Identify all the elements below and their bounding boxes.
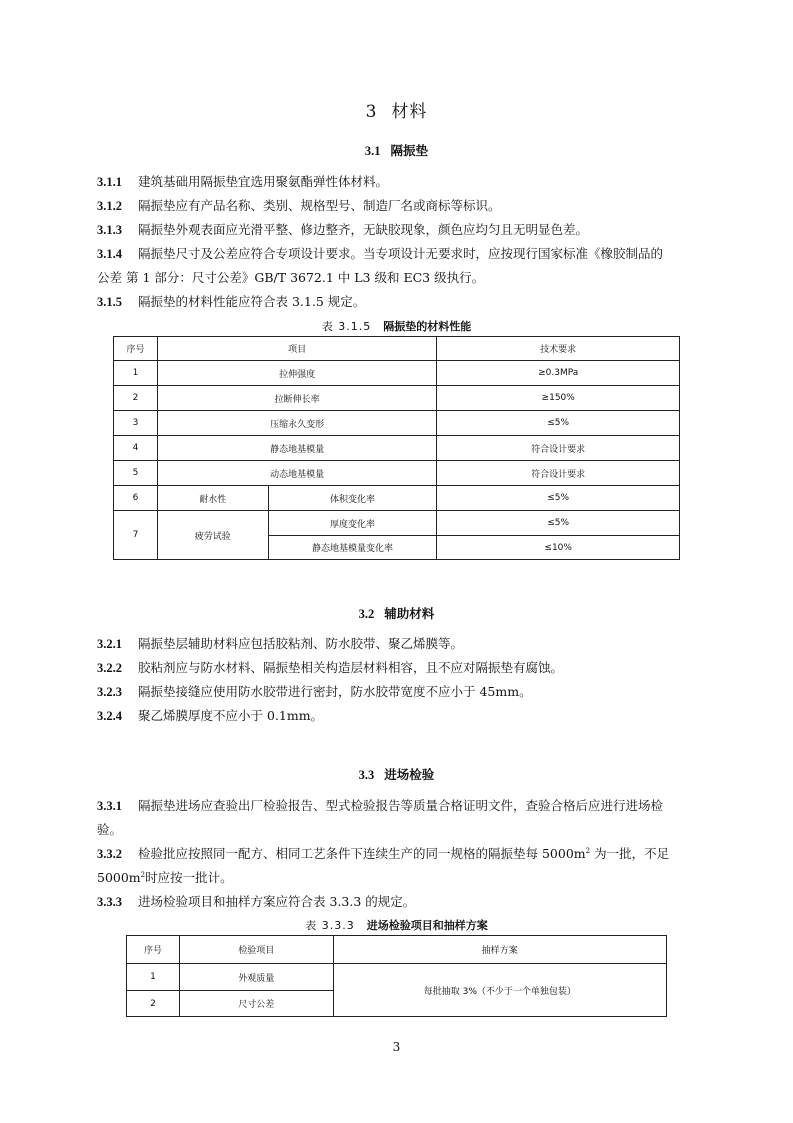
table-row bbox=[114, 411, 680, 436]
section-title-3-2 bbox=[0, 604, 793, 622]
clause-number: 3.1.4 bbox=[97, 247, 122, 261]
header-seq: 序号 bbox=[127, 936, 180, 964]
inspection-sampling-table bbox=[126, 935, 667, 1017]
cell-item: 厚度变化率 bbox=[268, 511, 437, 536]
superscript: 2 bbox=[140, 870, 146, 879]
table-title: 进场检验项目和抽样方案 bbox=[366, 919, 488, 932]
table-row bbox=[114, 436, 680, 461]
cell-requirement: ≥150% bbox=[437, 386, 680, 411]
cell-seq: 3 bbox=[114, 411, 158, 436]
cell-requirement: ≤10% bbox=[437, 536, 680, 560]
material-properties-table bbox=[113, 336, 680, 560]
cell-seq: 5 bbox=[114, 461, 158, 486]
table-header-row bbox=[127, 936, 667, 964]
clause-number: 3.1.5 bbox=[97, 295, 122, 309]
cell-item: 静态地基模量 bbox=[157, 436, 436, 461]
section-number: 3.2 bbox=[358, 607, 375, 621]
table-number: 表 3.1.5 bbox=[321, 320, 372, 333]
cell-item: 拉伸强度 bbox=[157, 361, 436, 386]
clause-text: 隔振垫的材料性能应符合表 3.1.5 规定。 bbox=[138, 294, 366, 309]
clause-number: 3.2.4 bbox=[97, 709, 122, 723]
cell-item: 动态地基模量 bbox=[157, 461, 436, 486]
cell-group: 耐水性 bbox=[157, 486, 268, 511]
cell-requirement: ≤5% bbox=[437, 511, 680, 536]
clause-text-line2a: 5000m bbox=[97, 870, 141, 885]
clause-text-line2: 验。 bbox=[97, 822, 123, 837]
section-name: 进场检验 bbox=[384, 767, 435, 782]
clause-3-2-3 bbox=[97, 680, 697, 704]
cell-requirement: 符合设计要求 bbox=[437, 436, 680, 461]
clause-3-3-1 bbox=[97, 794, 697, 842]
table-title: 隔振垫的材料性能 bbox=[383, 320, 472, 333]
section-title-3-1 bbox=[0, 141, 793, 159]
clause-text: 隔振垫接缝应使用防水胶带进行密封，防水胶带宽度不应小于 45mm。 bbox=[138, 684, 532, 699]
clause-number: 3.2.2 bbox=[97, 661, 122, 675]
clause-number: 3.2.1 bbox=[97, 637, 122, 651]
clause-number: 3.1.2 bbox=[97, 199, 122, 213]
section-title-3-3 bbox=[0, 765, 793, 783]
clause-3-1-2 bbox=[97, 194, 697, 218]
table-row bbox=[114, 511, 680, 536]
table-row bbox=[114, 361, 680, 386]
superscript: 2 bbox=[585, 846, 591, 855]
cell-seq: 6 bbox=[114, 486, 158, 511]
cell-requirement: ≤5% bbox=[437, 486, 680, 511]
clause-text: 建筑基础用隔振垫宜选用聚氨酯弹性体材料。 bbox=[138, 174, 389, 189]
cell-seq: 7 bbox=[114, 511, 158, 560]
cell-item: 静态地基模量变化率 bbox=[268, 536, 437, 560]
section-name: 辅助材料 bbox=[384, 606, 435, 621]
page-number: 3 bbox=[392, 1040, 401, 1054]
clause-3-2-4 bbox=[97, 704, 697, 728]
clause-text: 隔振垫应有产品名称、类别、规格型号、制造厂名或商标等标识。 bbox=[138, 198, 501, 213]
chapter-number: 3 bbox=[365, 102, 378, 122]
table-caption-3-3-3 bbox=[0, 917, 793, 933]
clause-text: 进场检验项目和抽样方案应符合表 3.3.3 的规定。 bbox=[138, 894, 416, 909]
clause-3-1-4 bbox=[97, 242, 697, 290]
clause-text-line1: 隔振垫尺寸及公差应符合专项设计要求。当专项设计无要求时，应按现行国家标准《橡胶制品的 bbox=[138, 246, 664, 261]
chapter-name: 材料 bbox=[391, 102, 428, 122]
table-header-row bbox=[114, 337, 680, 361]
table-row bbox=[127, 964, 667, 991]
clause-3-3-3 bbox=[97, 890, 697, 914]
clause-text: 胶粘剂应与防水材料、隔振垫相关构造层材料相容，且不应对隔振垫有腐蚀。 bbox=[138, 660, 564, 675]
clause-number: 3.2.3 bbox=[97, 685, 122, 699]
clause-text: 隔振垫层辅助材料应包括胶粘剂、防水胶带、聚乙烯膜等。 bbox=[138, 636, 464, 651]
clause-number: 3.1.3 bbox=[97, 223, 122, 237]
section-number: 3.3 bbox=[358, 768, 375, 782]
clause-text-line2: 公差 第 1 部分：尺寸公差》GB/T 3672.1 中 L3 级和 EC3 级执行。 bbox=[97, 270, 485, 285]
clause-3-2-2 bbox=[97, 656, 697, 680]
header-item: 项目 bbox=[157, 337, 436, 361]
clause-text-line1: 隔振垫进场应查验出厂检验报告、型式检验报告等质量合格证明文件，查验合格后应进行进场检 bbox=[138, 798, 664, 813]
header-seq: 序号 bbox=[114, 337, 158, 361]
clause-3-3-2 bbox=[97, 842, 697, 890]
cell-seq: 1 bbox=[114, 361, 158, 386]
clause-number: 3.1.1 bbox=[97, 175, 122, 189]
table-caption-3-1-5 bbox=[0, 318, 793, 334]
section-name: 隔振垫 bbox=[390, 143, 429, 158]
header-item: 检验项目 bbox=[179, 936, 333, 964]
cell-plan: 每批抽取 3%（不少于一个单独包装） bbox=[333, 964, 666, 1017]
cell-seq: 1 bbox=[127, 964, 180, 991]
cell-item: 体积变化率 bbox=[268, 486, 437, 511]
clause-3-2-1 bbox=[97, 632, 697, 656]
table-row bbox=[114, 486, 680, 511]
cell-seq: 2 bbox=[127, 991, 180, 1017]
cell-item: 外观质量 bbox=[179, 964, 333, 991]
chapter-title bbox=[0, 97, 793, 122]
table-row bbox=[114, 386, 680, 411]
cell-item: 拉断伸长率 bbox=[157, 386, 436, 411]
clause-3-1-1 bbox=[97, 170, 697, 194]
clause-number: 3.3.3 bbox=[97, 895, 122, 909]
cell-requirement: 符合设计要求 bbox=[437, 461, 680, 486]
cell-item: 尺寸公差 bbox=[179, 991, 333, 1017]
table-row bbox=[114, 461, 680, 486]
section-number: 3.1 bbox=[364, 144, 381, 158]
cell-group: 疲劳试验 bbox=[157, 511, 268, 560]
clause-number: 3.3.1 bbox=[97, 799, 122, 813]
clause-3-1-3 bbox=[97, 218, 697, 242]
header-requirement: 技术要求 bbox=[437, 337, 680, 361]
clause-number: 3.3.2 bbox=[97, 847, 122, 861]
clause-text-line2b: 时应按一批计。 bbox=[145, 870, 233, 885]
clause-text: 隔振垫外观表面应光滑平整、修边整齐，无缺胶现象，颜色应均匀且无明显色差。 bbox=[138, 222, 589, 237]
table-number: 表 3.3.3 bbox=[305, 919, 355, 932]
cell-requirement: ≥0.3MPa bbox=[437, 361, 680, 386]
clause-text: 聚乙烯膜厚度不应小于 0.1mm。 bbox=[138, 708, 324, 723]
cell-seq: 4 bbox=[114, 436, 158, 461]
clause-text-line1b: 为一批，不足 bbox=[590, 846, 670, 861]
clause-text-line1a: 检验批应按照同一配方、相同工艺条件下连续生产的同一规格的隔振垫每 5000m bbox=[138, 846, 586, 861]
clause-3-1-5 bbox=[97, 290, 697, 314]
cell-item: 压缩永久变形 bbox=[157, 411, 436, 436]
cell-requirement: ≤5% bbox=[437, 411, 680, 436]
cell-seq: 2 bbox=[114, 386, 158, 411]
header-plan: 抽样方案 bbox=[333, 936, 666, 964]
